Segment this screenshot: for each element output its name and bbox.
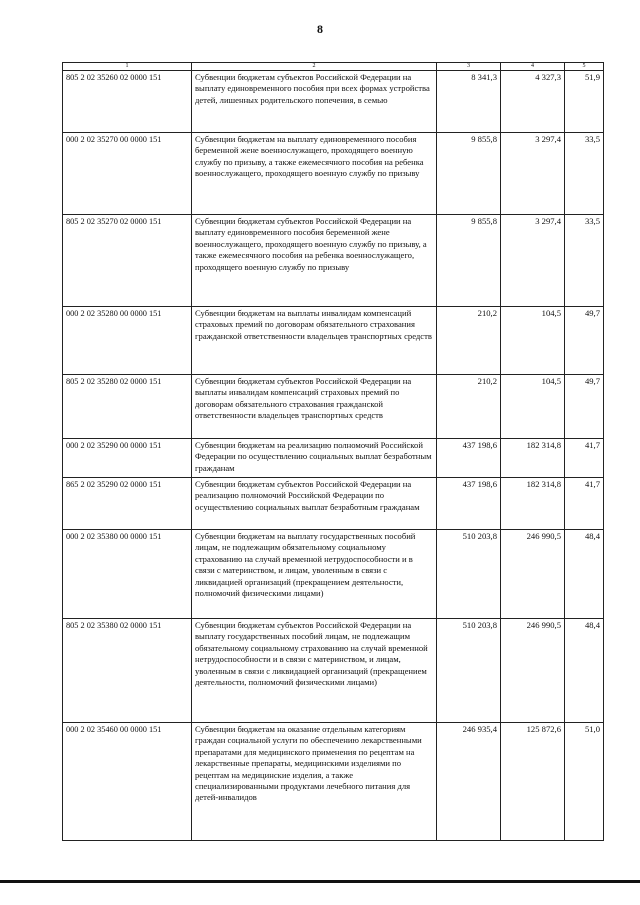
budget-code-cell: 805 2 02 35280 02 0000 151 bbox=[63, 375, 192, 439]
plan-value-cell: 8 341,3 bbox=[437, 71, 501, 133]
percent-cell: 51,9 bbox=[565, 71, 604, 133]
budget-code-cell: 000 2 02 35280 00 0000 151 bbox=[63, 307, 192, 375]
description-cell: Субвенции бюджетам субъектов Российской Федерации на выплату единовременного пособия беременной жене военнослужащего, проходящего военную службу по призыву, а также ежемесячного пособия на ребенка военнослужащего, проходящего военную службу по призыву bbox=[192, 215, 437, 307]
plan-value-cell: 437 198,6 bbox=[437, 478, 501, 530]
plan-value-cell: 210,2 bbox=[437, 307, 501, 375]
description-cell: Субвенции бюджетам на выплату единовременного пособия беременной жене военнослужащего, проходящего военную службу по призыву, а также ежемесячного пособия на ребенка военнослужащего, проходящего военную службу по призыву bbox=[192, 133, 437, 215]
description-cell: Субвенции бюджетам на реализацию полномочий Российской Федерации по осуществлению социальных выплат безработным гражданам bbox=[192, 439, 437, 478]
plan-value-cell: 9 855,8 bbox=[437, 215, 501, 307]
actual-value-cell: 3 297,4 bbox=[501, 133, 565, 215]
budget-code-cell: 805 2 02 35260 02 0000 151 bbox=[63, 71, 192, 133]
table-row bbox=[63, 71, 604, 133]
percent-cell: 49,7 bbox=[565, 375, 604, 439]
header-row bbox=[63, 63, 604, 71]
description-cell: Субвенции бюджетам на оказание отдельным категориям граждан социальной услуги по обеспечению лекарственными препаратами для медицинского применения по рецептам на лекарственные препараты, медицинскими изделиями по рецептам на медицинские изделия, а также специализированными продуктами лечебного питания для детей-инвалидов bbox=[192, 723, 437, 841]
budget-code-cell: 865 2 02 35290 02 0000 151 bbox=[63, 478, 192, 530]
table-row bbox=[63, 619, 604, 723]
actual-value-cell: 3 297,4 bbox=[501, 215, 565, 307]
budget-table bbox=[62, 62, 604, 841]
description-cell: Субвенции бюджетам субъектов Российской Федерации на реализацию полномочий Российской Федерации по осуществлению социальных выплат безработным гражданам bbox=[192, 478, 437, 530]
description-cell: Субвенции бюджетам на выплаты инвалидам компенсаций страховых премий по договорам обязательного страхования гражданской ответственности владельцев транспортных средств bbox=[192, 307, 437, 375]
bottom-scan-border bbox=[0, 880, 640, 883]
budget-code-cell: 000 2 02 35270 00 0000 151 bbox=[63, 133, 192, 215]
plan-value-cell: 510 203,8 bbox=[437, 619, 501, 723]
actual-value-cell: 125 872,6 bbox=[501, 723, 565, 841]
budget-code-cell: 805 2 02 35270 02 0000 151 bbox=[63, 215, 192, 307]
actual-value-cell: 182 314,8 bbox=[501, 478, 565, 530]
table-row bbox=[63, 133, 604, 215]
budget-code-cell: 000 2 02 35290 00 0000 151 bbox=[63, 439, 192, 478]
percent-cell: 33,5 bbox=[565, 215, 604, 307]
column-header-plan: 3 bbox=[437, 63, 501, 71]
page-number: 8 bbox=[317, 22, 323, 36]
actual-value-cell: 104,5 bbox=[501, 307, 565, 375]
plan-value-cell: 246 935,4 bbox=[437, 723, 501, 841]
plan-value-cell: 510 203,8 bbox=[437, 530, 501, 619]
percent-cell: 41,7 bbox=[565, 478, 604, 530]
description-cell: Субвенции бюджетам субъектов Российской Федерации на выплату единовременного пособия при всех формах устройства детей, лишенных родительского попечения, в семью bbox=[192, 71, 437, 133]
description-cell: Субвенции бюджетам на выплату государственных пособий лицам, не подлежащим обязательному социальному страхованию на случай временной нетрудоспособности и в связи с материнством, и лицам, уволенным в связи с ликвидацией организаций (прекращением деятельности, полномочий физическими лицами) bbox=[192, 530, 437, 619]
plan-value-cell: 9 855,8 bbox=[437, 133, 501, 215]
actual-value-cell: 104,5 bbox=[501, 375, 565, 439]
budget-code-cell: 000 2 02 35380 00 0000 151 bbox=[63, 530, 192, 619]
column-header-actual: 4 bbox=[501, 63, 565, 71]
percent-cell: 48,4 bbox=[565, 619, 604, 723]
plan-value-cell: 437 198,6 bbox=[437, 439, 501, 478]
budget-code-cell: 000 2 02 35460 00 0000 151 bbox=[63, 723, 192, 841]
actual-value-cell: 4 327,3 bbox=[501, 71, 565, 133]
actual-value-cell: 182 314,8 bbox=[501, 439, 565, 478]
table-row bbox=[63, 478, 604, 530]
actual-value-cell: 246 990,5 bbox=[501, 530, 565, 619]
percent-cell: 33,5 bbox=[565, 133, 604, 215]
actual-value-cell: 246 990,5 bbox=[501, 619, 565, 723]
percent-cell: 51,0 bbox=[565, 723, 604, 841]
table-row bbox=[63, 723, 604, 841]
column-header-percent: 5 bbox=[565, 63, 604, 71]
percent-cell: 48,4 bbox=[565, 530, 604, 619]
description-cell: Субвенции бюджетам субъектов Российской Федерации на выплату государственных пособий лицам, не подлежащим обязательному социальному страхованию на случай временной нетрудоспособности и в связи с материнством, и лицам, уволенным в связи с ликвидацией организаций (прекращением деятельности, полномочий физическими лицами) bbox=[192, 619, 437, 723]
plan-value-cell: 210,2 bbox=[437, 375, 501, 439]
table-row bbox=[63, 215, 604, 307]
budget-code-cell: 805 2 02 35380 02 0000 151 bbox=[63, 619, 192, 723]
percent-cell: 49,7 bbox=[565, 307, 604, 375]
table-row bbox=[63, 439, 604, 478]
table-row bbox=[63, 530, 604, 619]
table-row bbox=[63, 307, 604, 375]
column-header-name: 2 bbox=[192, 63, 437, 71]
table-row bbox=[63, 375, 604, 439]
column-header-code: 1 bbox=[63, 63, 192, 71]
description-cell: Субвенции бюджетам субъектов Российской Федерации на выплаты инвалидам компенсаций страховых премий по договорам обязательного страхования гражданской ответственности владельцев транспортных средств bbox=[192, 375, 437, 439]
percent-cell: 41,7 bbox=[565, 439, 604, 478]
